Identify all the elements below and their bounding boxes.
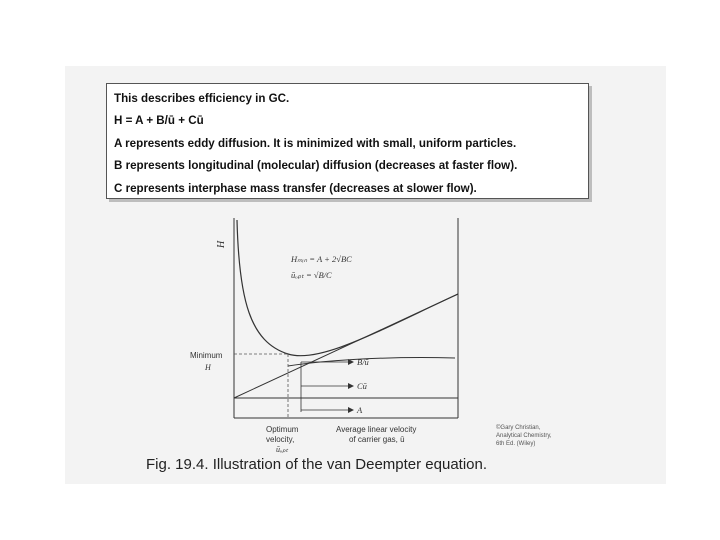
description-line-b-term: B represents longitudinal (molecular) diffusion (decreases at faster flow). [114,159,518,173]
description-line-a-term: A represents eddy diffusion. It is minimized with small, uniform particles. [114,136,517,150]
x-axis-label-line1: Average linear velocity [336,425,417,434]
figure-caption: Fig. 19.4. Illustration of the van Deempter equation. [146,456,488,473]
formula-uopt: ūₒₚₜ = √B/C [291,270,332,280]
arrow-c [348,383,354,389]
optimum-label-line2: velocity, [266,435,295,444]
description-line-equation: H = A + B/ū + Cū [114,114,204,128]
optimum-label-line1: Optimum [266,425,299,434]
y-axis-label: H [216,240,227,248]
description-line-c-term: C represents interphase mass transfer (decreases at slower flow). [114,181,477,195]
arrow-a [348,407,354,413]
b-term-label: B/ū [357,357,369,367]
minimum-label-line2: H [205,363,211,372]
h-curve [237,220,458,356]
formula-hmin: Hₘᵢₙ = A + 2√BC [291,254,352,264]
minimum-label-line1: Minimum [190,351,223,360]
credit-line-book: Analytical Chemistry, [496,433,552,439]
c-term-label: Cū [357,381,367,391]
credit-line-author: ©Gary Christian, [496,425,541,431]
description-line-intro: This describes efficiency in GC. [114,92,290,105]
copyright-credit [496,424,586,448]
a-term-label: A [357,405,363,415]
x-axis-label-line2: of carrier gas, ū [349,435,405,444]
optimum-label-line3: ūₒₚₜ [276,445,289,454]
credit-line-edition: 6th Ed. (Wiley) [496,441,536,447]
